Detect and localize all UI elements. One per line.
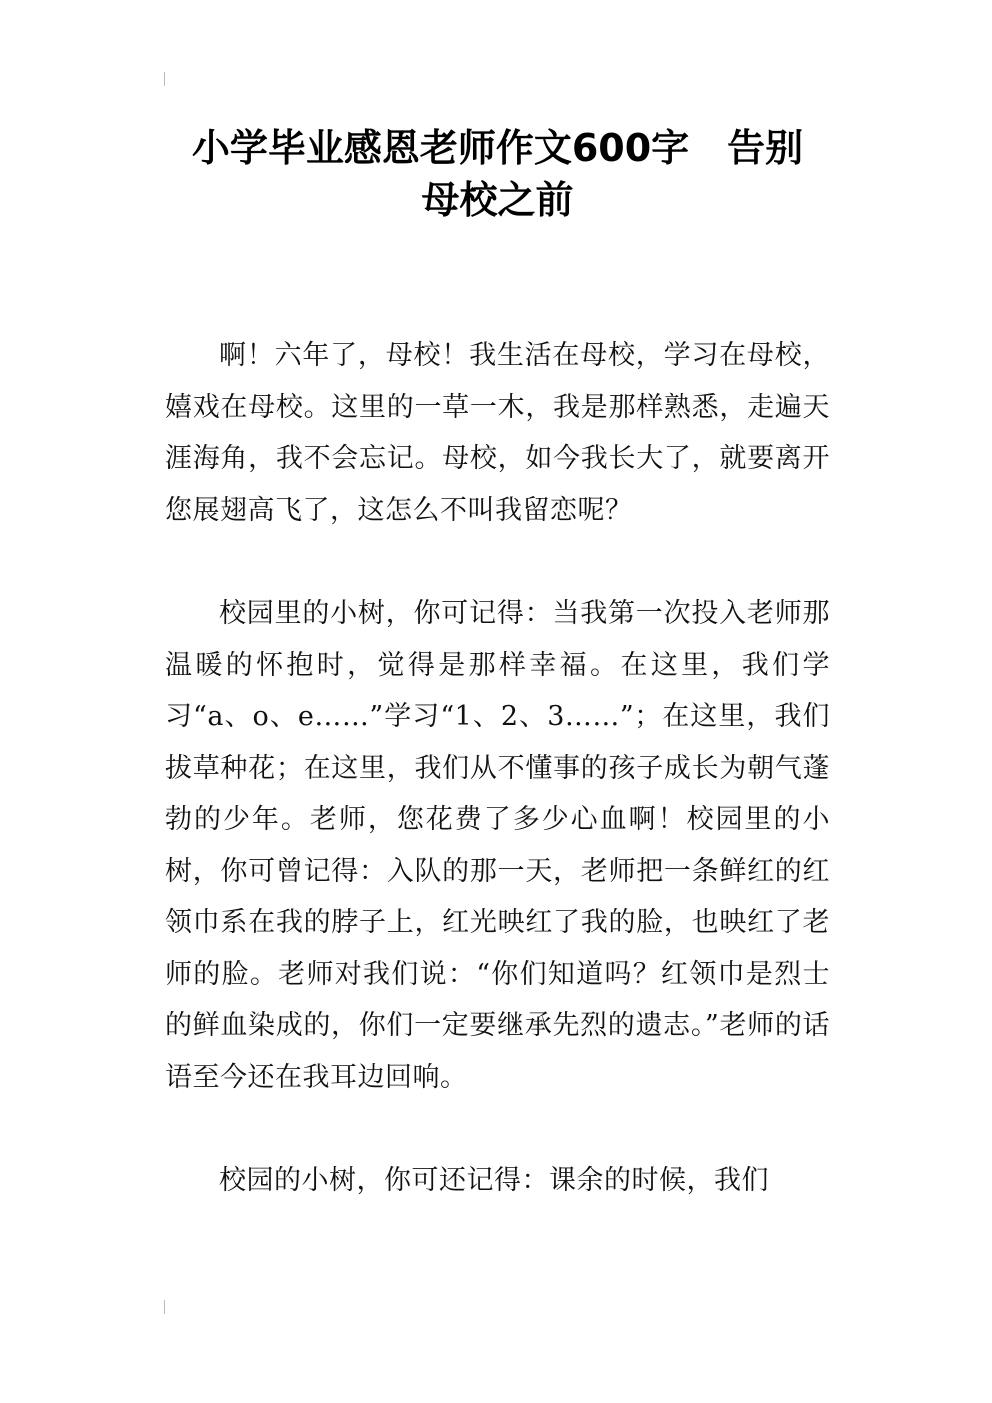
title-line-1: 小学毕业感恩老师作文600字 告别 xyxy=(191,126,804,170)
title-line-2: 母校之前 xyxy=(421,178,574,222)
document-body xyxy=(165,330,830,1259)
document-title xyxy=(165,122,830,226)
page-corner-mark-top xyxy=(164,72,165,86)
paragraph-3: 校园的小树，你可还记得：课余的时候，我们 xyxy=(219,1165,769,1196)
paragraph-2: 校园里的小树，你可记得：当我第一次投入老师那温暖的怀抱时，觉得是那样幸福。在这里，我们学习“a、o、e……”学习“1、2、3……”；在这里，我们拔草种花；在这里，我们从不懂事的孩子成长为朝气蓬勃的少年。老师，您花费了多少心血啊！校园里的小树，你可曾记得：入队的那一天，老师把一条鲜红的红领巾系在我的脖子上，红光映红了我的脸，也映红了老师的脸。老师对我们说：“你们知道吗？红领巾是烈士的鲜血染成的，你们一定要继承先烈的遗志。”老师的话语至今还在我耳边回响。 xyxy=(165,598,830,1093)
page-corner-mark-bottom xyxy=(164,1300,165,1314)
paragraph-1: 啊！六年了，母校！我生活在母校，学习在母校，嬉戏在母校。这里的一草一木，我是那样熟悉，走遍天涯海角，我不会忘记。母校，如今我长大了，就要离开您展翅高飞了，这怎么不叫我留恋呢？ xyxy=(165,340,830,526)
